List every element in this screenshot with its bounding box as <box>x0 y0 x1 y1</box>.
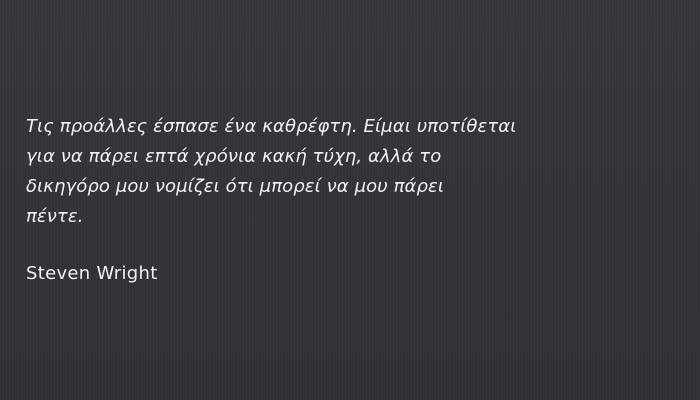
quote-card <box>26 112 666 286</box>
quote-author: Steven Wright <box>26 263 158 284</box>
quote-text: Τις προάλλες έσπασε ένα καθρέφτη. Είμαι υποτίθεται για να πάρει επτά χρόνια κακή τύχη, αλλά το δικηγόρο μου νομίζει ότι μπορεί να μου πάρει πέντε. <box>26 116 517 227</box>
